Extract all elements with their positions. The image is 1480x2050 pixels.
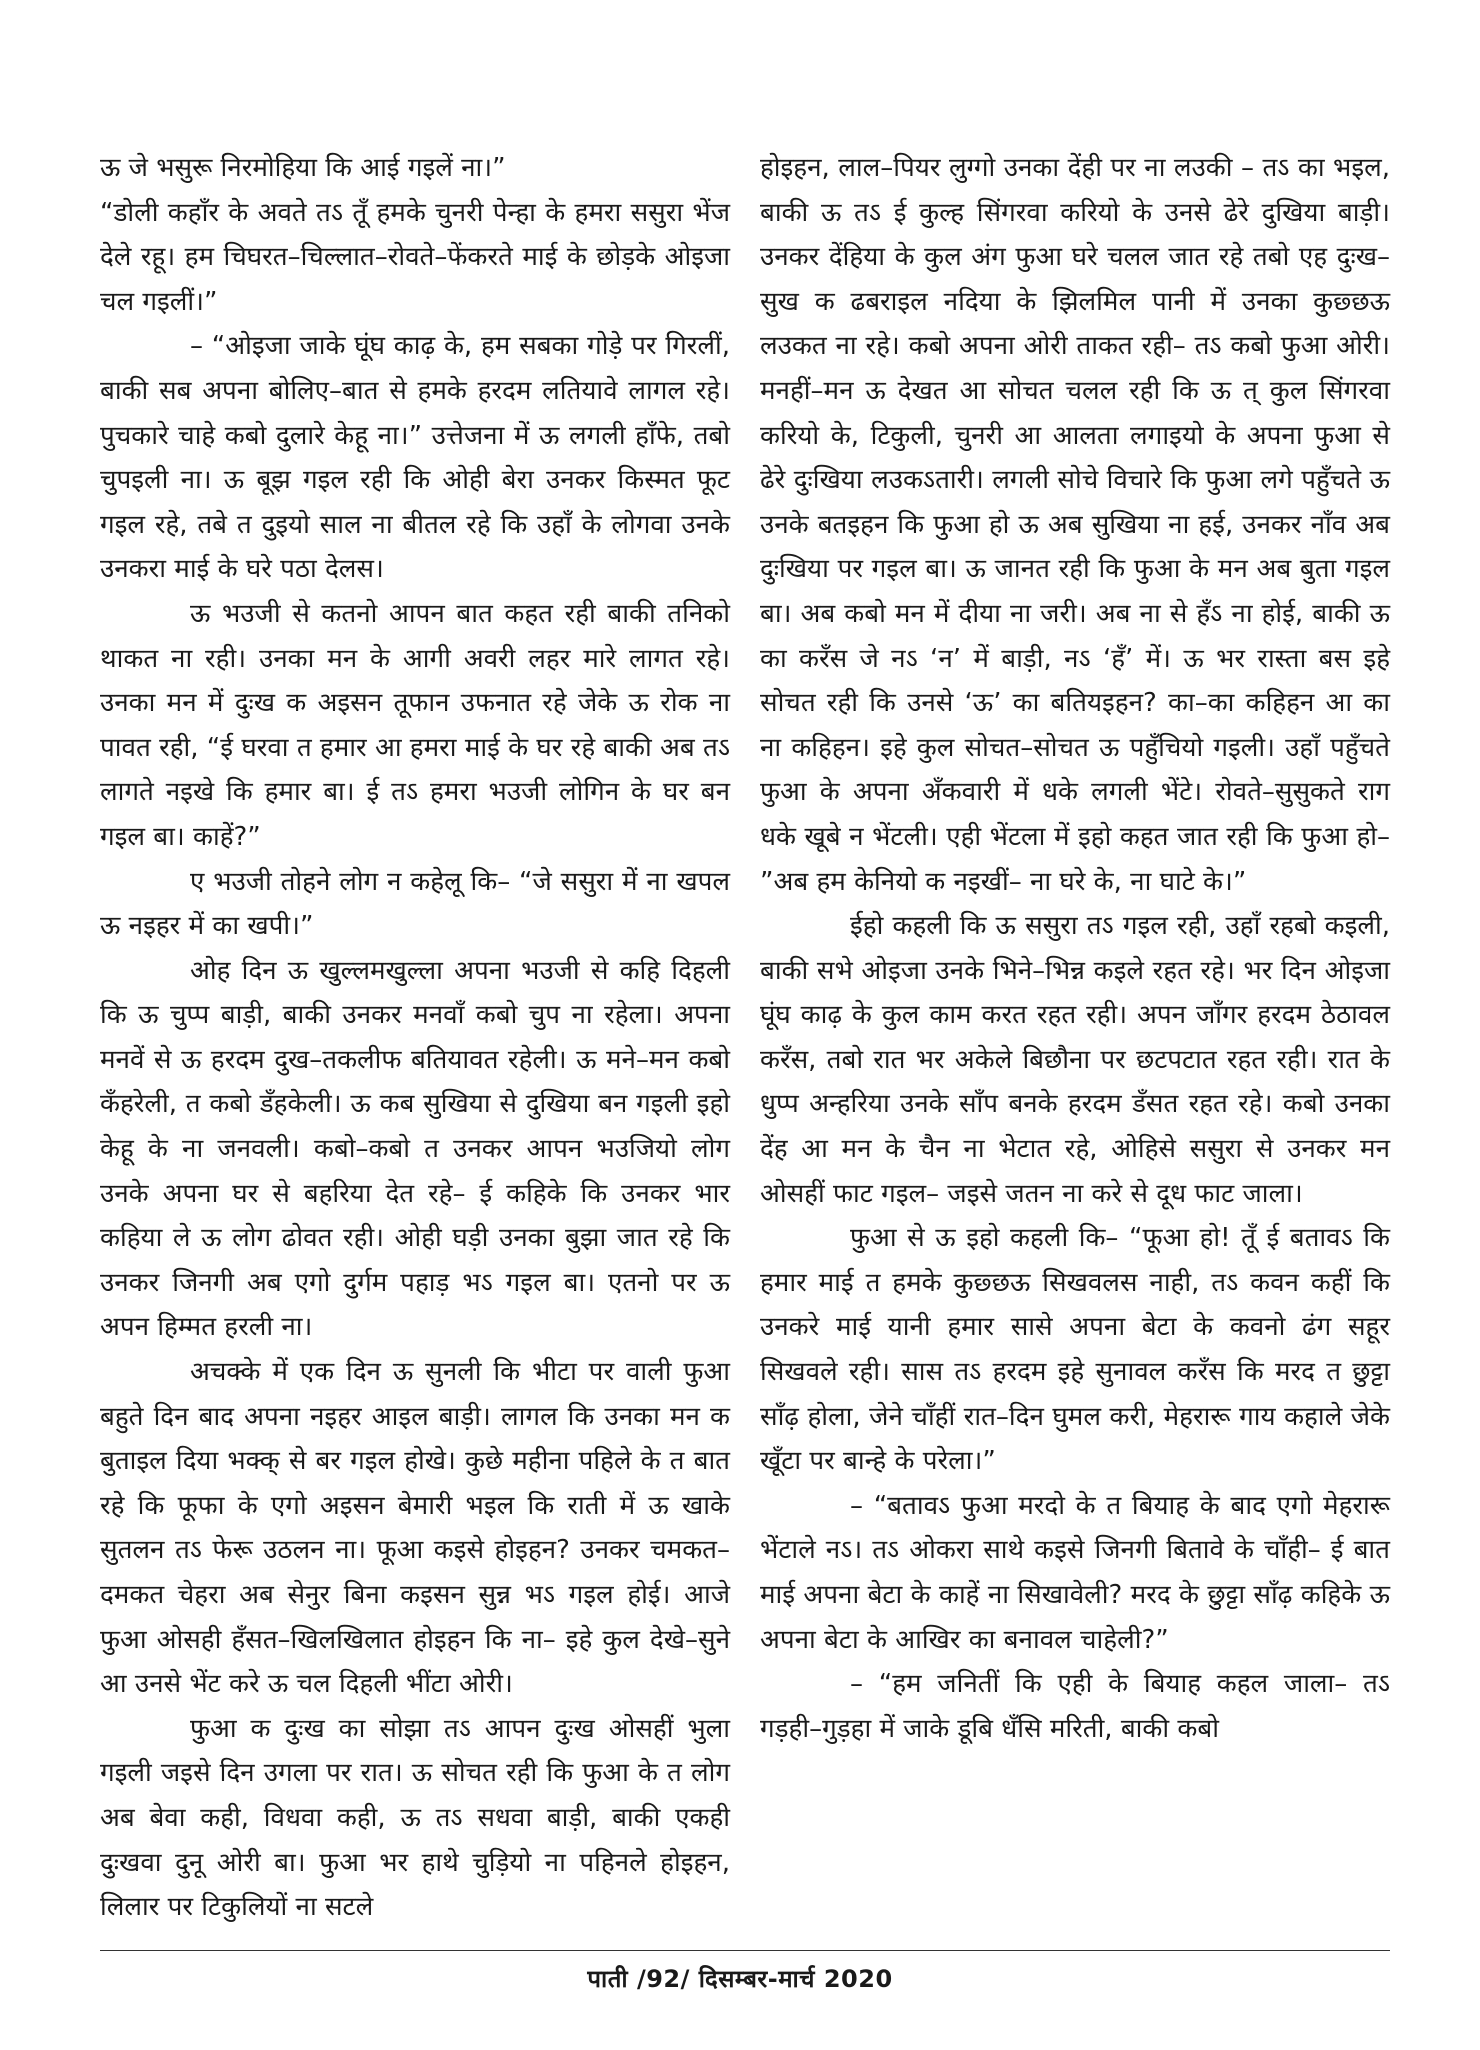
paragraph: ए भउजी तोहने लोग न कहेलू कि– “जे ससुरा में ना खपल ऊ नइहर में का खपी।”	[100, 866, 730, 942]
paragraph: ओह दिन ऊ खुल्लमखुल्ला अपना भउजी से कहि दिहली कि ऊ चुप्प बाड़ी, बाकी उनकर मनवाँ कबो चुप ना रहेला। अपना मनवें से ऊ हरदम दुख–तकलीफ बतियावत रहेली। ऊ मने–मन कबो कँहरेली, त कबो डँहकेली। ऊ कब सुखिया से दुखिया बन गइली इहो केहू के ना जनवली। कबो–कबो त उनकर आपन भउजियो लोग उनके अपना घर से बहरिया देत रहे– ई कहिके कि उनकर भार कहिया ले ऊ लोग ढोवत रही। ओही घड़ी उनका बुझा जात रहे कि उनकर जिनगी अब एगो दुर्गम पहाड़ भऽ गइल बा। एतनो पर ऊ अपन हिम्मत हरली ना।	[100, 955, 730, 1343]
paragraph: ऊ भउजी से कतनो आपन बात कहत रही बाकी तनिको थाकत ना रही। उनका मन के आगी अवरी लहर मारे लागत रहे। उनका मन में दुःख क अइसन तूफान उफनात रहे जेके ऊ रोक ना पावत रही, “ई घरवा त हमार आ हमरा माई के घर रहे बाकी अब तऽ लागते नइखे कि हमार बा। ई तऽ हमरा भउजी लोगिन के घर बन गइल बा। काहें?”	[100, 598, 730, 852]
paragraph: – “ओइजा जाके घूंघ काढ़ के, हम सबका गोड़े पर गिरलीं, बाकी सब अपना बोलिए–बात से हमके हरदम लतियावे लागल रहे। पुचकारे चाहे कबो दुलारे केहू ना।” उत्तेजना में ऊ लगली हाँफे, तबो चुपइली ना। ऊ बूझ गइल रही कि ओही बेरा उनकर किस्मत फूट गइल रहे, तबे त दुइयो साल ना बीतल रहे कि उहाँ के लोगवा उनके उनकरा माई के घरे पठा देलस।	[100, 331, 730, 585]
paragraph: फुआ क दुःख का सोझा तऽ आपन दुःख ओसहीं भुला गइली जइसे दिन उगला पर रात। ऊ सोचत रही कि फुआ के त लोग अब बेवा कही, विधवा कही, ऊ तऽ सधवा बाड़ी, बाकी एकही दुःखवा दुनू ओरी बा। फुआ भर हाथे चुड़ियो ना पहिनले होइहन, लिलार पर टिकुलियों ना सटले	[100, 1713, 730, 1923]
left-text-column	[100, 146, 730, 1930]
paragraph: अचक्के में एक दिन ऊ सुनली कि भीटा पर वाली फुआ बहुते दिन बाद अपना नइहर आइल बाड़ी। लागल कि उनका मन क बुताइल दिया भक्क् से बर गइल होखे। कुछे महीना पहिले के त बात रहे कि फूफा के एगो अइसन बेमारी भइल कि राती में ऊ खाके सुतलन तऽ फेरू उठलन ना। फूआ कइसे होइहन? उनकर चमकत–दमकत चेहरा अब सेनुर बिना कइसन सुन्न भऽ गइल होई। आजे फुआ ओसही हँसत–खिलखिलात होइहन कि ना– इहे कुल देखे–सुने आ उनसे भेंट करे ऊ चल दिहली भींटा ओरी।	[100, 1357, 730, 1700]
paragraph: – “हम जनितीं कि एही के बियाह कहल जाला– तऽ गड़ही–गुड़हा में जाके डूबि धँसि मरिती, बाकी कबो	[760, 1669, 1390, 1744]
paragraph: फुआ से ऊ इहो कहली कि– “फूआ हो! तूँ ई बतावऽ कि हमार माई त हमके कुछ्छऊ सिखवलस नाही, तऽ कवन कहीं कि उनकरे माई यानी हमार सासे अपना बेटा के कवनो ढंग सहूर सिखवले रही। सास तऽ हरदम इहे सुनावल करँस कि मरद त छुट्टा साँढ़ होला, जेने चाँहीं रात–दिन घुमल करी, मेहरारू गाय कहाले जेके खूँटा पर बान्हे के परेला।”	[760, 1223, 1390, 1477]
footer-divider	[100, 1950, 1390, 1951]
paragraph: ईहो कहली कि ऊ ससुरा तऽ गइल रही, उहाँ रहबो कइली, बाकी सभे ओइजा उनके भिने–भिन्न कइले रहत रहे। भर दिन ओइजा घूंघ काढ़ के कुल काम करत रहत रही। अपन जाँगर हरदम ठेठावल करँस, तबो रात भर अकेले बिछौना पर छटपटात रहत रही। रात के धुप्प अन्हरिया उनके साँप बनके हरदम डँसत रहत रहे। कबो उनका देंह आ मन के चैन ना भेटात रहे, ओहिसे ससुरा से उनकर मन ओसहीं फाट गइल– जइसे जतन ना करे से दूध फाट जाला।	[760, 911, 1390, 1209]
paragraph: होइहन, लाल–पियर लुग्गो उनका देंही पर ना लउकी – तऽ का भइल, बाकी ऊ तऽ ई कुल्ह सिंगरवा करियो के उनसे ढेरे दुखिया बाड़ी। उनकर देंहिया के कुल अंग फुआ घरे चलल जात रहे तबो एह दुःख–सुख क ढबराइल नदिया के झिलमिल पानी में उनका कुछ्छऊ लउकत ना रहे। कबो अपना ओरी ताकत रही– तऽ कबो फुआ ओरी। मनहीं–मन ऊ देखत आ सोचत चलल रही कि ऊ त् कुल सिंगरवा करियो के, टिकुली, चुनरी आ आलता लगाइयो के अपना फुआ से ढेरे दुःखिया लउकऽतारी। लगली सोचे विचारे कि फुआ लगे पहुँचते ऊ उनके बतइहन कि फुआ हो ऊ अब सुखिया ना हई, उनकर नाँव अब दुःखिया पर गइल बा। ऊ जानत रही कि फुआ के मन अब बुता गइल बा। अब कबो मन में दीया ना जरी। अब ना से हँऽ ना होई, बाकी ऊ का करँस जे नऽ ‘न’ में बाड़ी, नऽ ‘हँ’ में। ऊ भर रास्ता बस इहे सोचत रही कि उनसे ‘ऊ’ का बतियइहन? का–का कहिहन आ का ना कहिहन। इहे कुल सोचत–सोचत ऊ पहुँचियो गइली। उहाँ पहुँचते फुआ के अपना अँकवारी में धके लगली भेंटे। रोवते–सुसुकते राग धके खूबे न भेंटली। एही भेंटला में इहो कहत जात रही कि फुआ हो– ”अब हम केनियो क नइखीं– ना घरे के, ना घाटे के।”	[760, 153, 1390, 897]
paragraph: – “बतावऽ फुआ मरदो के त बियाह के बाद एगो मेहरारू भेंटाले नऽ। तऽ ओकरा साथे कइसे जिनगी बितावे के चाँही– ई बात माई अपना बेटा के काहें ना सिखावेली? मरद के छुट्टा साँढ़ कहिके ऊ अपना बेटा के आखिर का बनावल चाहेली?”	[760, 1490, 1390, 1655]
paragraph: “डोली कहाँर के अवते तऽ तूँ हमके चुनरी पेन्हा के हमरा ससुरा भेंज देले रहू। हम चिघरत–चिल्लात–रोवते–फेंकरते माई के छोड़के ओइजा चल गइलीं।”	[100, 197, 730, 317]
paragraph: ऊ जे भसुरू निरमोहिया कि आई गइलें ना।”	[100, 153, 506, 183]
page-footer: पाती /92/ दिसम्बर-मार्च 2020	[587, 1965, 893, 1993]
right-text-column	[760, 146, 1390, 1751]
